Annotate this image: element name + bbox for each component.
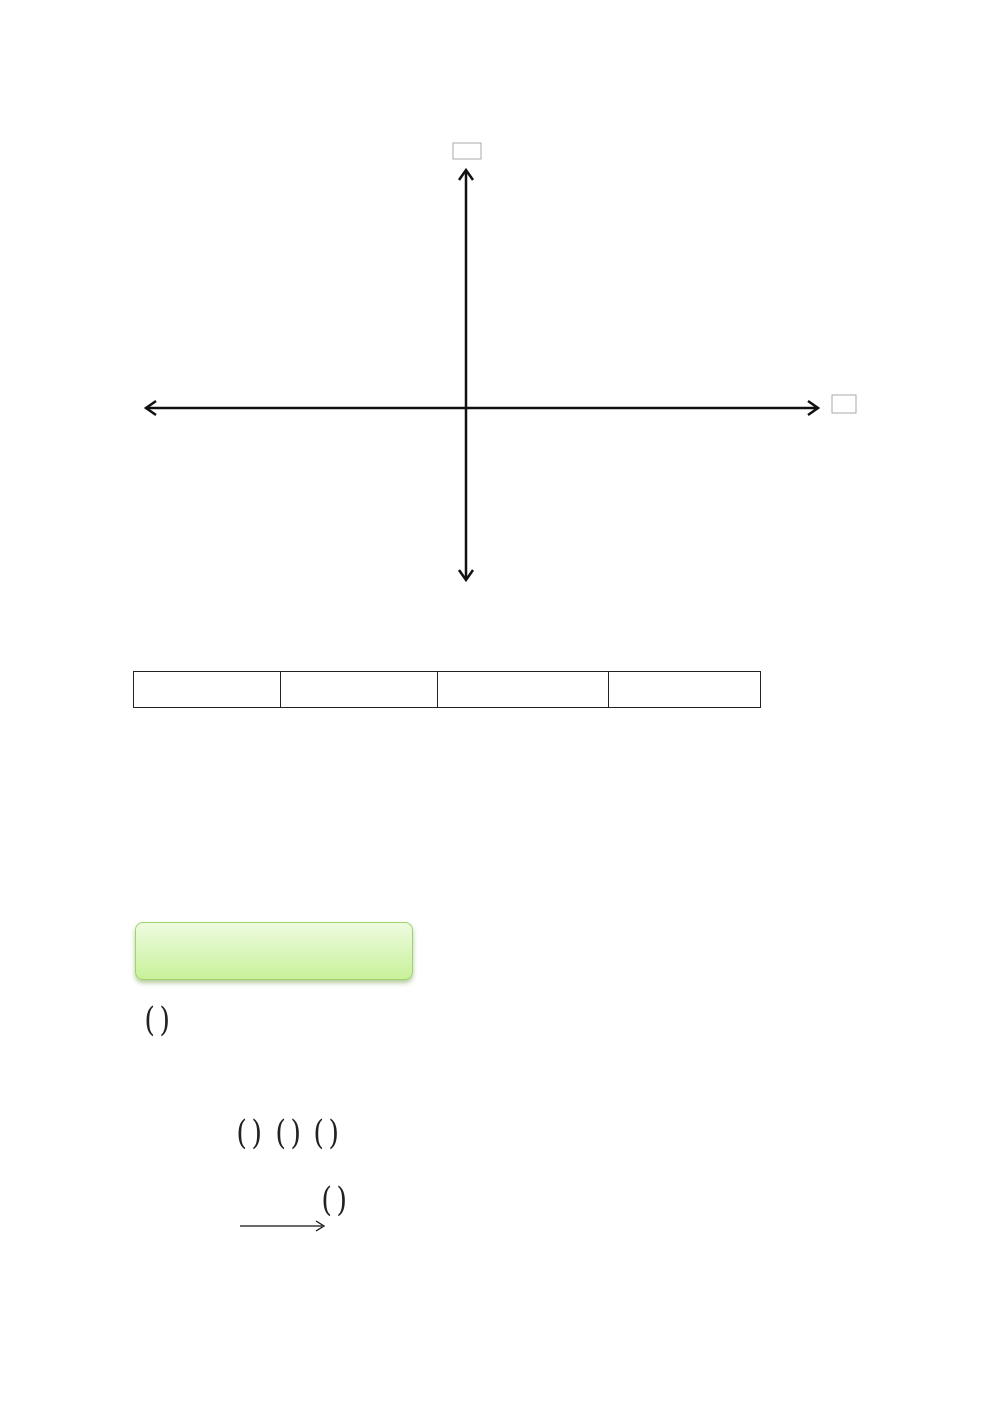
mapping-arrow bbox=[238, 1219, 328, 1233]
formula-image-vector: ( ) bbox=[236, 1113, 263, 1153]
coordinate-grid bbox=[0, 0, 1000, 600]
liveworksheets-logo bbox=[968, 1387, 992, 1407]
formula-mapping bbox=[236, 1180, 696, 1253]
y-axis-label-box bbox=[453, 143, 481, 159]
formula-blank-vector-2[interactable]: ( ) bbox=[313, 1113, 340, 1153]
header-proses bbox=[438, 672, 609, 708]
conclusion-paragraph bbox=[143, 1000, 855, 1040]
arrow-label bbox=[320, 1180, 349, 1220]
kesimpulan-badge bbox=[135, 922, 413, 980]
table-header-row bbox=[134, 672, 761, 708]
liveworksheets-logo-icon bbox=[968, 1387, 988, 1407]
formula-blank-vector-1[interactable]: ( ) bbox=[274, 1113, 301, 1153]
header-translasi bbox=[281, 672, 438, 708]
translation-table bbox=[133, 671, 761, 708]
x-axis-label-box bbox=[832, 395, 856, 413]
header-titik-akhir bbox=[609, 672, 761, 708]
formula-vector-sum bbox=[235, 1113, 341, 1153]
intro-paragraph bbox=[143, 597, 855, 631]
header-titik-awal bbox=[134, 672, 281, 708]
translation-vector-ab: ( ) bbox=[144, 1000, 171, 1040]
arrow-label-vector: ( ) bbox=[321, 1180, 348, 1220]
